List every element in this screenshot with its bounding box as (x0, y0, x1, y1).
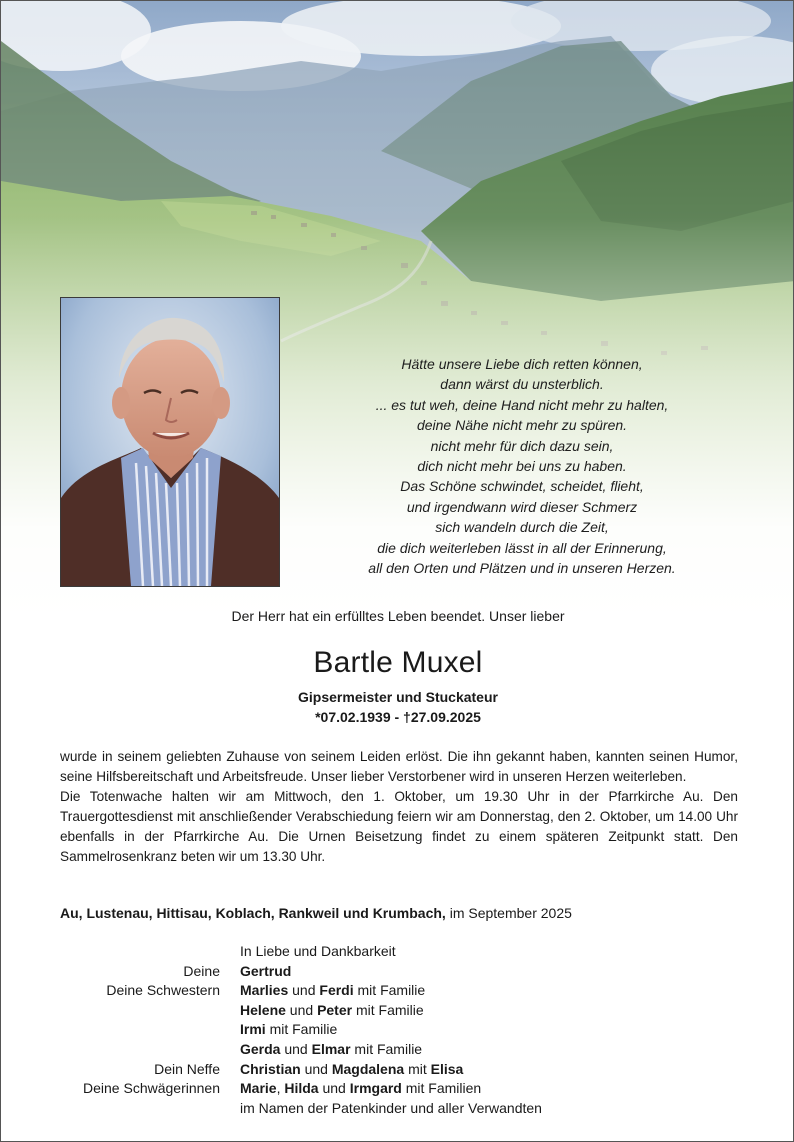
poem-line: Hätte unsere Liebe dich retten können, (401, 356, 643, 372)
connector-text: , (276, 1080, 285, 1097)
mourner-name: Hilda (284, 1080, 319, 1097)
mourner-row (1, 942, 794, 962)
mourner-name: Elisa (430, 1060, 464, 1077)
mourner-name: Irmi (240, 1021, 266, 1038)
portrait-photo (60, 297, 280, 587)
mourner-name: Gerda (240, 1040, 281, 1057)
connector-text: und (288, 982, 320, 999)
intro-text: Der Herr hat ein erfülltes Leben beendet. Unser lieber (231, 608, 565, 624)
mourner-name: Helene (240, 1001, 286, 1018)
connector-text: und (300, 1060, 332, 1077)
mourner-row (1, 1079, 794, 1099)
poem-line: ... es tut weh, deine Hand nicht mehr zu halten, (375, 396, 669, 413)
poem-line: Das Schöne schwindet, scheidet, flieht, (400, 478, 644, 495)
memorial-poem (301, 354, 743, 578)
connector-text: mit Familie (352, 1001, 424, 1018)
relation-label: Dein Neffe (154, 1060, 220, 1077)
mourner-row (1, 962, 794, 982)
mourner-name: Marie (240, 1080, 277, 1097)
places-list: Au, Lustenau, Hittisau, Koblach, Rankweil und Krumbach, (60, 905, 446, 921)
mourner-name: Gertrud (240, 962, 292, 979)
date-text: im September 2025 (445, 905, 572, 921)
poem-line: und irgendwann wird dieser Schmerz (406, 498, 638, 515)
connector-text: mit Familie (353, 982, 426, 999)
deceased-profession: Gipsermeister und Stuckateur (298, 689, 498, 705)
mourners-list (1, 942, 794, 1118)
poem-line: dich nicht mehr bei uns zu haben. (417, 458, 627, 475)
poem-line: die dich weiterleben lässt in all der Erinnerung, (377, 539, 667, 556)
mourner-name: Peter (317, 1001, 353, 1018)
connector-text: und (280, 1040, 312, 1057)
relation-label: Deine Schwägerinnen (83, 1080, 220, 1097)
poem-line: sich wandeln durch die Zeit, (435, 519, 609, 536)
mourner-row (1, 1001, 794, 1021)
mourner-row (1, 1060, 794, 1080)
mourner-row (1, 1020, 794, 1040)
life-dates: *07.02.1939 - †27.09.2025 (315, 709, 481, 725)
connector-text: mit Familie (350, 1040, 423, 1057)
connector-text: mit Familien (401, 1080, 482, 1097)
mourner-name: Marlies (240, 982, 289, 999)
connector-text: und (318, 1080, 350, 1097)
mourners-header: In Liebe und Dankbarkeit (240, 943, 396, 959)
connector-text: mit (404, 1060, 431, 1077)
relation-label: Deine (183, 962, 220, 979)
mourner-name: Irmgard (349, 1080, 402, 1097)
poem-line: all den Orten und Plätzen und in unseren Herzen. (368, 560, 676, 577)
connector-text: mit Familie (265, 1021, 338, 1038)
mourner-name: Ferdi (319, 982, 354, 999)
relation-label: Deine Schwestern (106, 982, 220, 999)
announcement-body (60, 747, 738, 867)
mourner-name: Christian (240, 1060, 301, 1077)
mourner-row (1, 1040, 794, 1060)
mourner-name: Elmar (311, 1040, 351, 1057)
places-and-date (60, 905, 738, 921)
poem-line: nicht mehr für dich dazu sein, (430, 437, 614, 454)
connector-text: und (285, 1001, 318, 1018)
poem-line: deine Nähe nicht mehr zu spüren. (416, 417, 628, 434)
mourner-row (1, 981, 794, 1001)
body-paragraph: Die Totenwache halten wir am Mittwoch, den 1. Oktober, um 19.30 Uhr in der Pfarrkirche Au. Den Trauergottesdienst mit anschließender Verabschiedung feiern wir am Donnerstag, den 2. Oktober, um 14.00 Uhr ebenfalls in der Pfarrkirche Au. Die Urnen Beisetzung findet zu einem späteren Zeitpunkt statt. Den Sammelrosenkranz beten wir um 13.30 Uhr. (60, 789, 738, 864)
mourner-row (1, 1099, 794, 1119)
closing-line: im Namen der Patenkinder und aller Verwandten (240, 1099, 542, 1116)
poem-line: dann wärst du unsterblich. (440, 376, 604, 393)
mourner-name: Magdalena (331, 1060, 405, 1077)
body-paragraph: wurde in seinem geliebten Zuhause von seinem Leiden erlöst. Die ihn gekannt haben, kannten seinen Humor, seine Hilfsbereitschaft und Arbeitsfreude. Unser lieber Verstorbener wird in unseren Herzen weiterleben. (60, 749, 738, 784)
deceased-name: Bartle Muxel (313, 646, 483, 679)
